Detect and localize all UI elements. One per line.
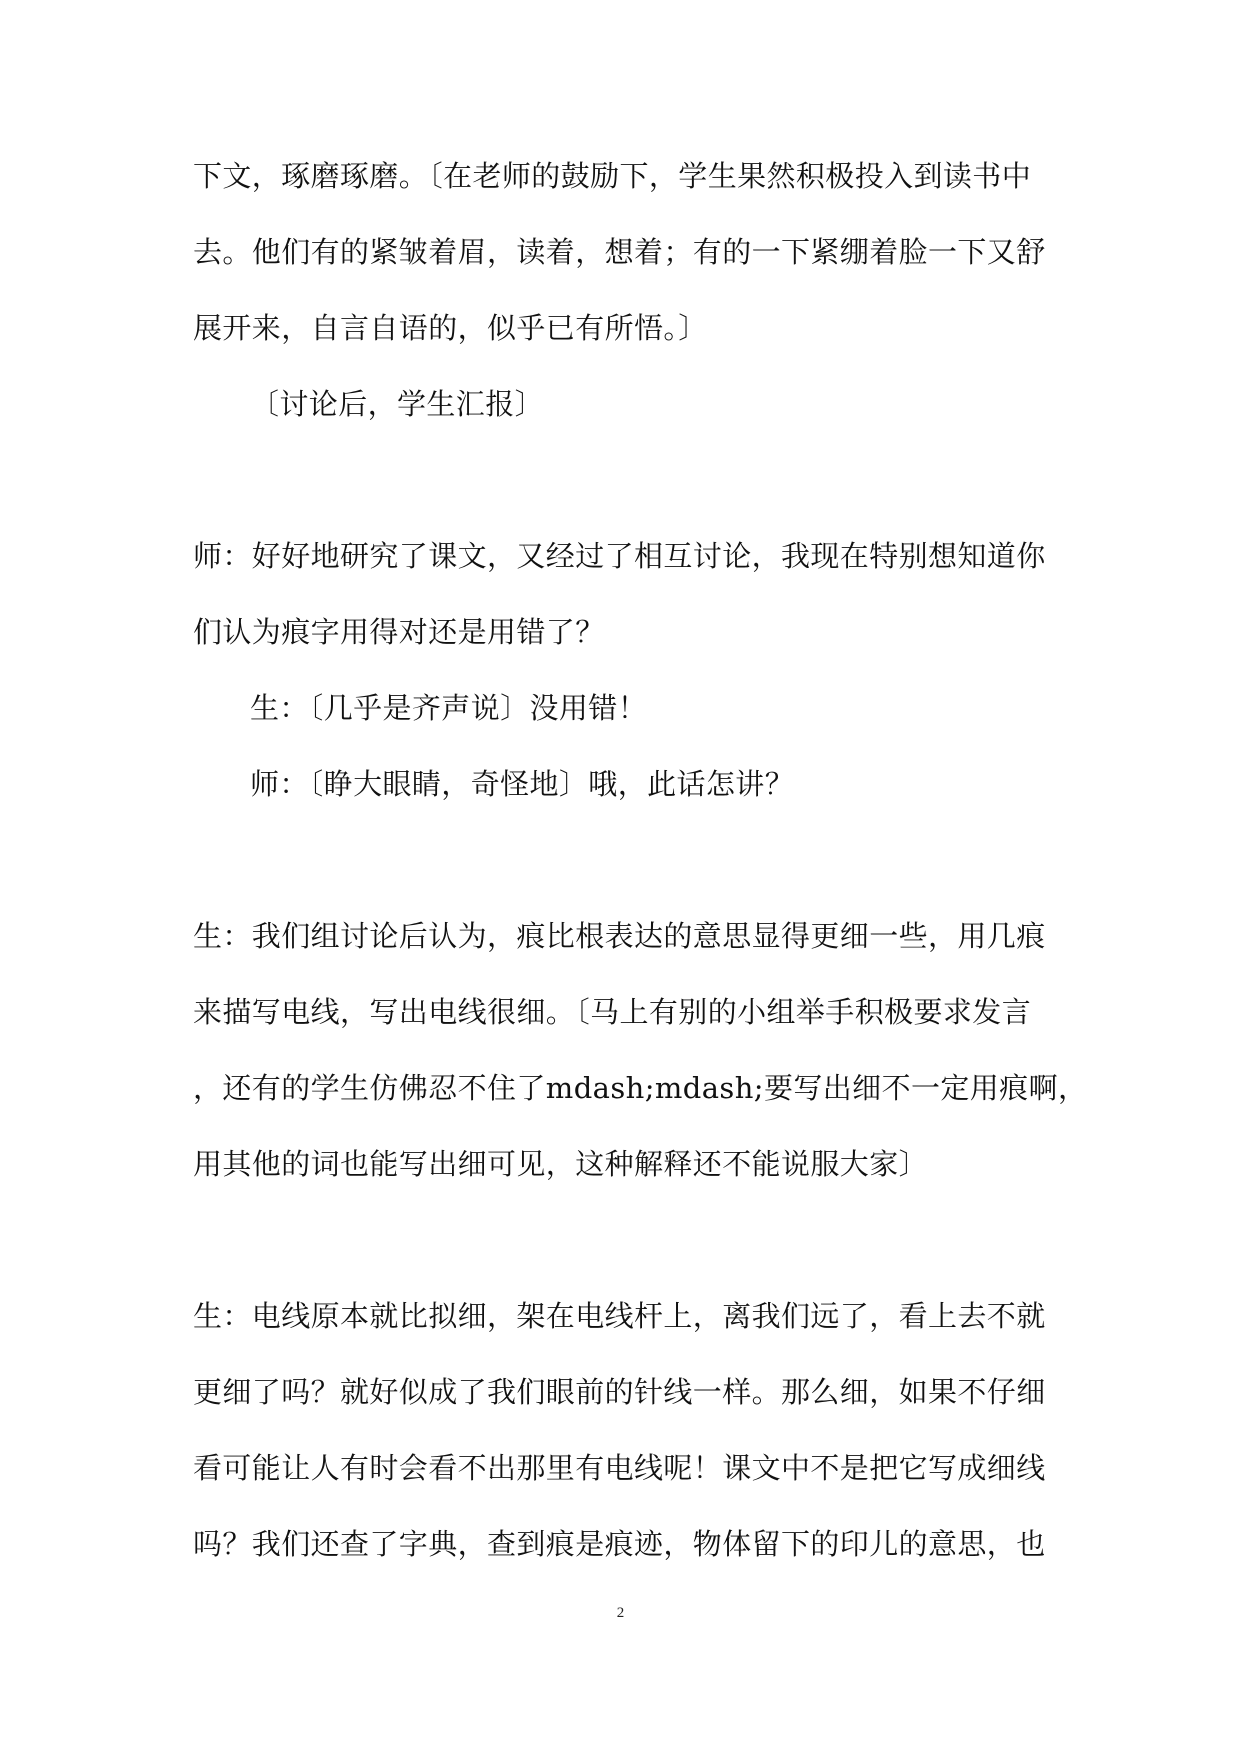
text-line: 师：好好地研究了课文，又经过了相互讨论，我现在特别想知道你 bbox=[193, 539, 1046, 573]
text-line: 展开来，自言自语的，似乎已有所悟。〕 bbox=[193, 311, 708, 345]
text-line: 用其他的词也能写出细可见，这种解释还不能说服大家〕 bbox=[193, 1147, 929, 1181]
page-number: 2 bbox=[616, 1605, 625, 1621]
text-line: 们认为痕字用得对还是用错了？ bbox=[193, 615, 605, 649]
text-line: 吗？我们还查了字典，查到痕是痕迹，物体留下的印儿的意思，也 bbox=[193, 1527, 1046, 1561]
text-line: 去。他们有的紧皱着眉，读着，想着；有的一下紧绷着脸一下又舒 bbox=[193, 235, 1046, 269]
text-line: ，还有的学生仿佛忍不住了mdash;mdash;要写出细不一定用痕啊， bbox=[193, 1071, 1088, 1105]
text-line: 〔讨论后，学生汇报〕 bbox=[250, 387, 545, 421]
text-line: 生：〔几乎是齐声说〕没用错！ bbox=[250, 691, 648, 725]
text-line: 生：我们组讨论后认为，痕比根表达的意思显得更细一些，用几痕 bbox=[193, 919, 1046, 953]
text-line: 来描写电线，写出电线很细。〔马上有别的小组举手积极要求发言 bbox=[193, 995, 1032, 1029]
text-line: 看可能让人有时会看不出那里有电线呢！课文中不是把它写成细线 bbox=[193, 1451, 1046, 1485]
text-line: 更细了吗？就好似成了我们眼前的针线一样。那么细，如果不仔细 bbox=[193, 1375, 1046, 1409]
text-line: 下文，琢磨琢磨。〔在老师的鼓励下，学生果然积极投入到读书中 bbox=[193, 159, 1032, 193]
text-line: 生：电线原本就比拟细，架在电线杆上，离我们远了，看上去不就 bbox=[193, 1299, 1046, 1333]
text-line: 师：〔睁大眼睛，奇怪地〕哦，此话怎讲？ bbox=[250, 767, 795, 801]
